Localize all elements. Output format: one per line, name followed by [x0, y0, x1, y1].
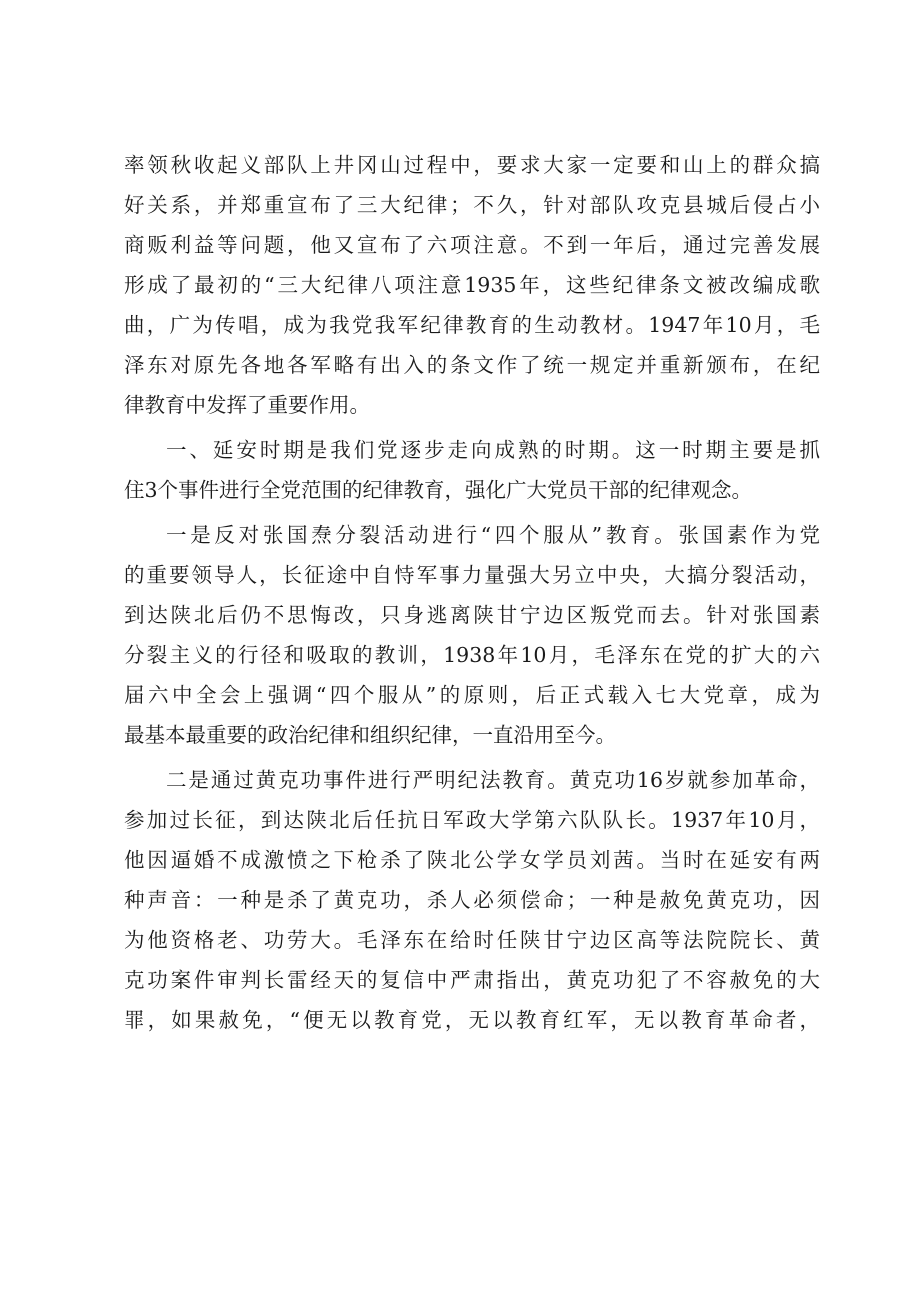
paragraph-line: 克功案件审判长雷经天的复信中严肃指出，黄克功犯了不容赦免的大 — [124, 968, 820, 992]
paragraph-line: 他因逼婚不成激愤之下枪杀了陕北公学女学员刘茜。当时在延安有两 — [124, 848, 820, 872]
paragraph-line: 好关系，并郑重宣布了三大纪律；不久，针对部队攻克县城后侵占小 — [124, 193, 820, 217]
paragraph-line: 为他资格老、功劳大。毛泽东在给时任陕甘宁边区高等法院院长、黄 — [124, 928, 820, 952]
paragraph-line: 商贩利益等问题，他又宣布了六项注意。不到一年后，通过完善发展 — [124, 233, 820, 257]
paragraph-line: 一是反对张国焘分裂活动进行“四个服从”教育。张国素作为党 — [166, 523, 820, 547]
paragraph-line: 分裂主义的行径和吸取的教训，1938年10月，毛泽东在党的扩大的六 — [124, 643, 820, 667]
paragraph-line: 到达陕北后仍不思悔改，只身逃离陕甘宁边区叛党而去。针对张国素 — [124, 603, 820, 627]
paragraph-line: 的重要领导人，长征途中自恃军事力量强大另立中央，大搞分裂活动， — [124, 563, 820, 587]
paragraph-line: 罪，如果赦免，“便无以教育党，无以教育红军，无以教育革命者， — [124, 1008, 820, 1032]
paragraph-line: 率领秋收起义部队上井冈山过程中，要求大家一定要和山上的群众搞 — [124, 153, 820, 177]
paragraph-line: 参加过长征，到达陕北后任抗日军政大学第六队队长。1937年10月， — [124, 808, 820, 832]
paragraph-line: 一、延安时期是我们党逐步走向成熟的时期。这一时期主要是抓 — [166, 438, 820, 462]
paragraph-line: 住3个事件进行全党范围的纪律教育，强化广大党员干部的纪律观念。 — [124, 478, 753, 502]
paragraph-line: 泽东对原先各地各军略有出入的条文作了统一规定并重新颁布，在纪 — [124, 353, 820, 377]
paragraph-line: 二是通过黄克功事件进行严明纪法教育。黄克功16岁就参加革命， — [166, 768, 820, 792]
paragraph-line: 种声音：一种是杀了黄克功，杀人必须偿命；一种是赦免黄克功，因 — [124, 888, 820, 912]
paragraph-line: 律教育中发挥了重要作用。 — [124, 393, 370, 417]
paragraph-line: 曲，广为传唱，成为我党我军纪律教育的生动教材。1947年10月，毛 — [124, 313, 820, 337]
paragraph-line: 最基本最重要的政治纪律和组织纪律，一直沿用至今。 — [124, 723, 616, 747]
document-body — [124, 145, 820, 1040]
paragraph-line: 届六中全会上强调“四个服从”的原则，后正式载入七大党章，成为 — [124, 683, 820, 707]
paragraph-line: 形成了最初的“三大纪律八项注意1935年，这些纪律条文被改编成歌 — [124, 273, 820, 297]
